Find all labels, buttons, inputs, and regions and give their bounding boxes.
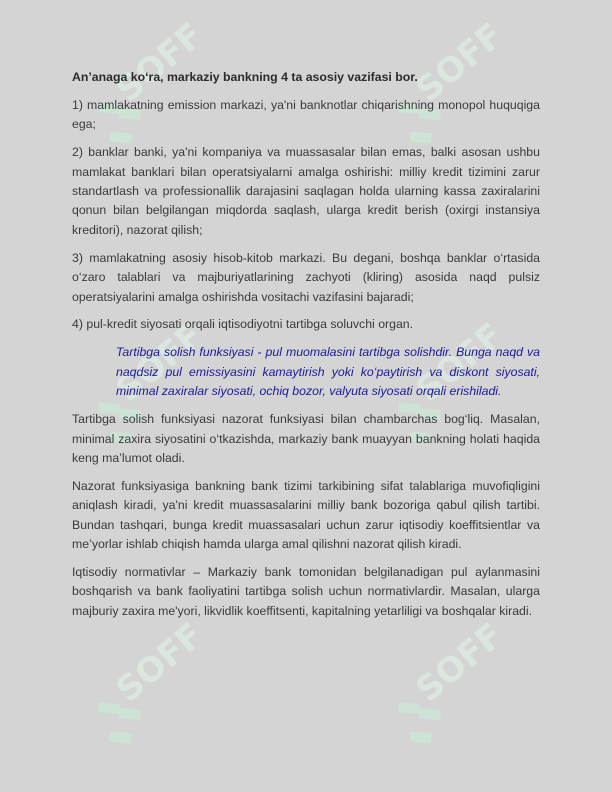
list-item: 3) mamlakatning asosiy hisob-kitob markazi. Bu degani, boshqa banklar o‘rtasida o‘zaro talablari va majburiyatlarining zachyoti (kliring) asosida naqd pulsiz operatsiyalarini amalga oshirishda vositachi vazifasini bajaradi; [72,250,540,304]
body-paragraph: Iqtisodiy normativlar – Markaziy bank tomonidan belgilanadigan pul aylanmasini boshqarish va bank faoliyatini tartibga solish uchun normativlardir. Masalan, ularga majburiy zaxira me'yori, likvidlik koeffitsenti, kapitalning yetarliligi va boshqalar kiradi. [72,564,540,618]
watermark-logo-icon [380,615,511,780]
body-paragraph: Tartibga solish funksiyasi nazorat funksiyasi bilan chambarchas bog‘liq. Masalan, minimal zaxira siyosatini o‘tkazishda, markaziy bank muayyan bankning holati haqida keng ma’lumot oladi. [72,412,540,465]
list-item: 1) mamlakatning emission markazi, ya'ni banknotlar chiqarishning monopol huquqiga ega; [72,97,540,132]
block-quote: Tartibga solish funksiyasi - pul muomalasini tartibga solishdir. Bunga naqd va naqdsiz pul emissiyasini kamaytirish yoki ko‘paytirish va diskont siyosati, minimal zaxiralar siyosati, ochiq bozor, valyuta siyosati orqali erishiladi. [116,345,540,399]
svg-text:SOFF: SOFF [108,315,211,411]
document-body [72,68,540,630]
svg-text:SOFF: SOFF [108,615,211,711]
list-item: 4) pul-kredit siyosati orqali iqtisodiyotni tartibga soluvchi organ. [72,317,414,332]
list-item: 2) banklar banki, ya'ni kompaniya va muassasalar bilan emas, balki asosan ushbu mamlakat banklari bilan operatsiyalarni amalga oshirishi: milliy kredit tizimini zarur standartlash va professionallik darajasini saqlagan holda ularning kassa zaxiralarini qonun bilan belgilangan miqdorda saqlash, ularga kredit berish (oxirgi instansiya kreditori), nazorat qilish; [72,145,540,237]
document-heading: An’anaga ko‘ra, markaziy bankning 4 ta asosiy vazifasi bor. [72,70,418,84]
watermark-logo-icon [80,615,211,780]
svg-text:SOFF: SOFF [408,315,511,411]
svg-text:SOFF: SOFF [108,15,211,111]
svg-text:SOFF: SOFF [408,615,511,711]
svg-text:SOFF: SOFF [408,15,511,111]
body-paragraph: Nazorat funksiyasiga bankning bank tizimi tarkibining sifat talablariga muvofiqligini aniqlash kiradi, ya'ni kredit muassasalarini milliy bank bozoriga qabul qilish tartibi. Bundan tashqari, bunga kredit muassasalari uchun zarur iqtisodiy koeffitsientlar va me’yorlar ishlab chiqish hamda ularga amal qilishni nazorat qilish kiradi. [72,478,540,552]
